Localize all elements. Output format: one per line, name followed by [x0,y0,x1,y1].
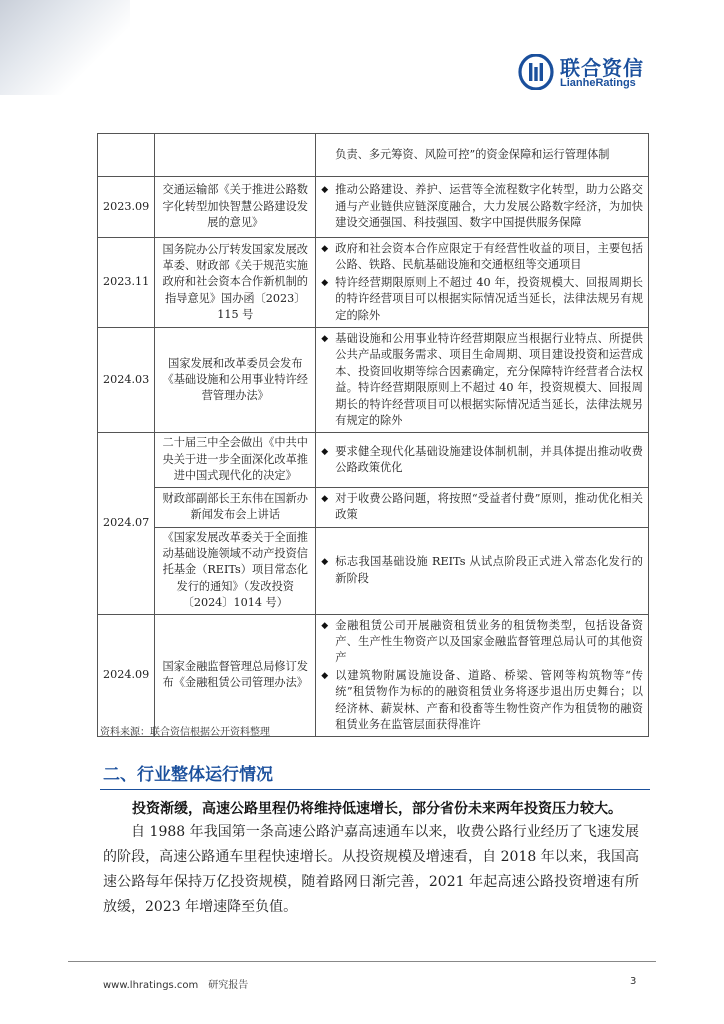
policy-point: 负责、多元筹资、风险可控”的资金保障和运行管理体制 [335,147,610,161]
bullet-icon: ◆ [321,670,329,681]
bullet-icon: ◆ [321,620,329,631]
date-cell: 2023.11 [98,238,155,328]
lianhe-logo-icon [518,54,554,90]
body-paragraph: 自 1988 年我国第一条高速公路沪嘉高速通车以来，收费公路行业经历了飞速发展的阶段，高速公路通车里程快速增长。从投资规模及增速看，自 2018 年以来，我国高速公路每年保持万亿投资规模，随着路网日渐完善，2021 年起高速公路投资增速有所放缓，2023 年增速降至负值。 [103,824,639,915]
table-row [98,238,649,328]
points-cell [316,177,649,238]
points-cell [316,487,649,527]
bullet-icon: ◆ [321,244,329,254]
bullet-icon: ◆ [321,446,329,457]
document-cell: 财政部副部长王东伟在国新办新闻发布会上讲话 [155,487,316,527]
table-source-note: 资料来源：联合资信根据公开资料整理 [100,727,270,738]
policy-point: ◆ 标志我国基础设施 REITs 从试点阶段正式进入常态化发行的新阶段 [321,555,643,585]
policy-point: ◆ 要求健全现代化基础设施建设体制机制，并具体提出推动收费公路政策优化 [321,444,643,475]
points-cell [316,238,649,328]
document-cell: 交通运输部《关于推进公路数字化转型加快智慧公路建设发展的意见》 [155,177,316,238]
date-cell: 2023.09 [98,177,155,238]
date-cell: 2024.03 [98,328,155,433]
logo-chinese-name: 联合资信 [560,56,644,80]
lead-sentence: 投资渐缓，高速公路里程仍将维持低速增长，部分省份未来两年投资压力较大。 [132,801,622,817]
table-row [98,177,649,238]
table-row [98,487,649,527]
document-cell: 国务院办公厅转发国家发展改革委、财政部《关于规范实施政府和社会资本合作新机制的指导意见》国办函〔2023〕115 号 [155,238,316,328]
policy-point: ◆ 推动公路建设、养护、运营等全流程数字化转型，助力公路交通与产业链供应链深度融合，大力发展公路数字经济，为加快建设交通强国、科技强国、数字中国提供服务保障 [321,183,643,230]
bullet-icon: ◆ [321,185,329,196]
date-cell: 2024.09 [98,614,155,737]
policy-table [97,133,649,737]
section-divider [100,789,650,790]
document-cell [155,134,316,177]
policy-point: ◆ 对于收费公路问题，将按照“受益者付费”原则，推动优化相关政策 [321,491,643,522]
policy-point: ◆ 以建筑物附属设施设备、道路、桥梁、管网等构筑物等“传统”租赁物作为标的的融资租赁业务将逐步退出历史舞台；以经济林、薪炭林、产畜和役畜等生物性资产作为租赁物的融资租赁业务在监管层面获得准许 [321,668,643,731]
points-cell [316,134,649,177]
logo-english-name: LianheRatings [560,77,636,89]
footer-site-label: www.lhratings.com 研究报告 [103,980,249,991]
document-cell: 国家金融监督管理总局修订发布《金融租赁公司管理办法》 [155,614,316,737]
points-cell [316,433,649,487]
table-row [98,433,649,487]
date-cell [98,134,155,177]
points-cell [316,527,649,614]
table-row [98,328,649,433]
policy-point: ◆ 特许经营期限原则上不超过 40 年，投资规模大、回报周期长的特许经营项目可以根据实际情况适当延长，法律法规另有规定的除外 [321,275,643,322]
date-cell: 2024.07 [98,433,155,614]
bullet-icon: ◆ [321,334,329,345]
policy-point: ◆ 基础设施和公用事业特许经营期限应当根据行业特点、所提供公共产品或服务需求、项目生命周期、项目建设投资和运营成本、投资回收期等综合因素确定，充分保障特许经营者合法权益。特许经营期限原则上不超过 40 年，投资规模大、回报周期长的特许经营项目可以根据实际情况适当延长，法律法规另有规定的除外 [321,332,643,428]
section-heading: 二、行业整体运行情况 [103,765,273,785]
points-cell [316,328,649,433]
company-logo [518,52,668,92]
table-row [98,134,649,177]
document-cell: 《国家发展改革委关于全面推动基础设施领域不动产投资信托基金（REITs）项目常态化发行的通知》（发改投资〔2024〕1014 号） [155,527,316,614]
bullet-icon: ◆ [321,557,329,568]
policy-point: ◆ 金融租赁公司开展融资租赁业务的租赁物类型，包括设备资产、生产性生物资产以及国家金融监督管理总局认可的其他资产 [321,618,643,665]
document-cell: 二十届三中全会做出《中共中央关于进一步全面深化改革推进中国式现代化的决定》 [155,433,316,487]
page-number: 3 [630,976,637,987]
document-cell: 国家发展和改革委员会发布《基础设施和公用事业特许经营管理办法》 [155,328,316,433]
bullet-icon: ◆ [321,493,329,504]
policy-point: ◆ 政府和社会资本合作应限定于有经营性收益的项目，主要包括公路、铁路、民航基础设施和交通枢纽等交通项目 [321,242,643,272]
table-row [98,527,649,614]
points-cell [316,614,649,737]
table-row [98,614,649,737]
footer-divider [68,961,656,962]
header-corner-decoration [0,0,130,95]
bullet-icon: ◆ [321,277,329,288]
